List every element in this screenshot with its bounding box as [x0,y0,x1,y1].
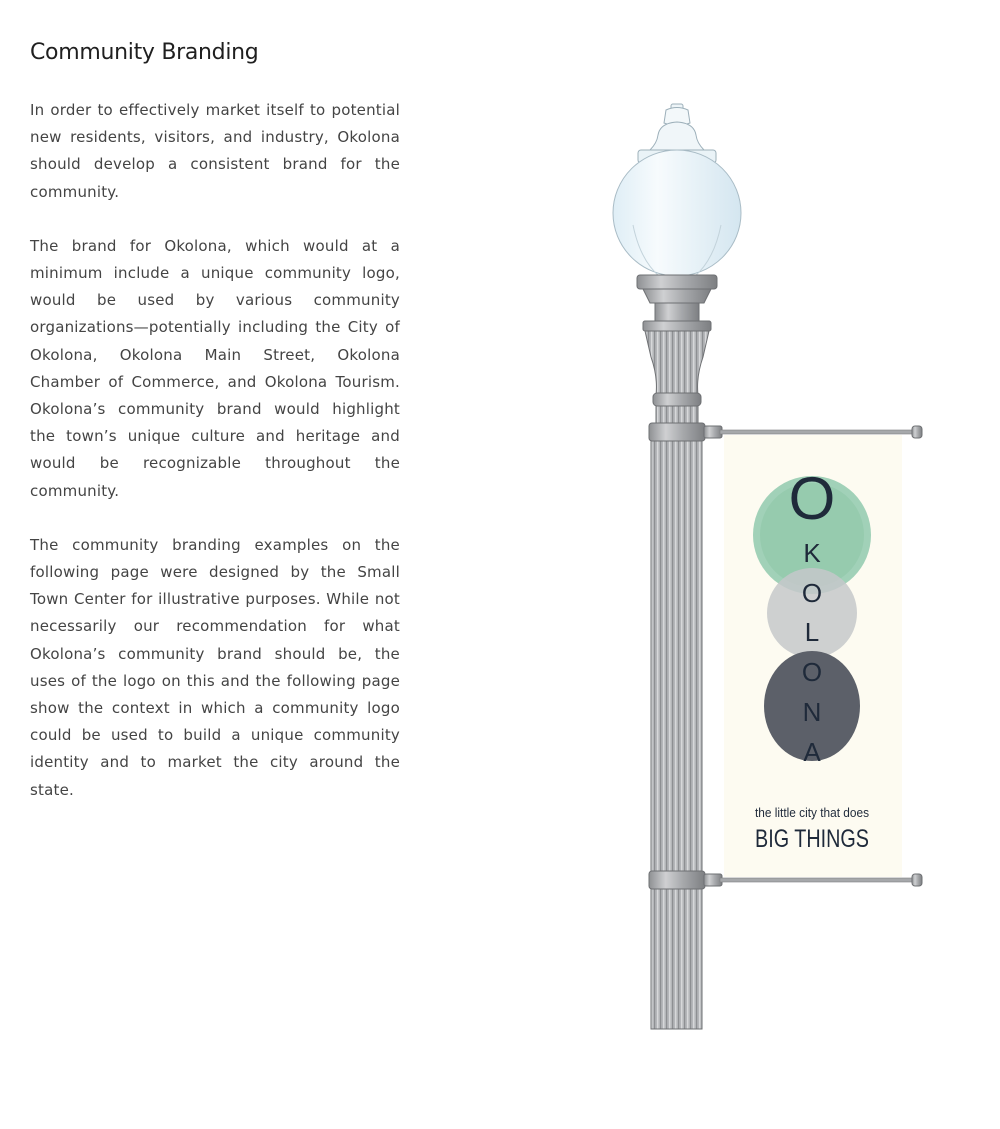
lamp-post-illustration [600,95,940,1035]
banner-tagline: the little city that does [755,805,870,820]
lamp-pole-shaft [651,441,702,1029]
banner-letter-o-large: O [788,465,836,532]
banner-headline: BIG THINGS [755,825,869,853]
lamp-holder [637,275,717,424]
banner-letter-n: N [802,697,822,727]
banner-letter-o: O [801,578,823,608]
paragraph-intro: In order to effectively market itself to potential new residents, visitors, and industry, Okolona should develop a consistent brand for the community. [30,101,400,201]
banner-letter-l: L [804,617,820,647]
okolona-banner [724,435,902,877]
banner-letter-k: K [803,538,821,568]
paragraph-brand: The brand for Okolona, which would at a minimum include a unique community logo, would be used by various community organizations—potentially including the City of Okolona, Okolona Main Street, Okolona Chamber of Commerce, and Okolona Tourism. Okolona’s community brand would highlight the town’s unique culture and heritage and would be recognizable throughout the community. [30,236,400,500]
body-text [30,97,400,831]
banner-letter-a: A [803,737,821,767]
lamp-post-banner-graphic [600,95,940,1035]
page-title: Community Branding [30,40,259,65]
banner-letter-o-second: O [801,657,823,687]
lamp-globe [613,150,741,276]
paragraph-examples: The community branding examples on the following page were designed by the Small Town Center for illustrative purposes. While not necessarily our recommendation for what Okolona’s community brand should be, the uses of the logo on this and the following page show the context in which a community logo could be used to build a unique community identity and to market the city around the state. [30,535,400,799]
